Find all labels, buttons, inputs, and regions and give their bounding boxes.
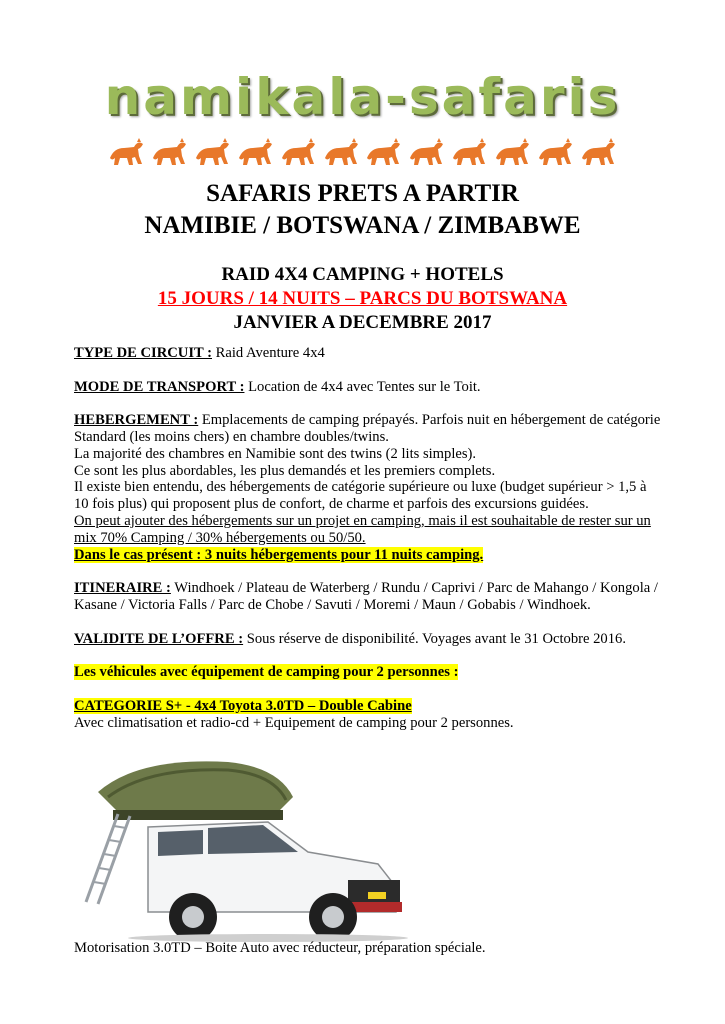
vehicules-line: [74, 664, 664, 681]
cheetah-icon: [580, 136, 618, 170]
transport-label: MODE DE TRANSPORT :: [74, 378, 245, 395]
circuit-line: [74, 345, 664, 362]
cheetah-icon: [194, 136, 232, 170]
cheetah-icon: [451, 136, 489, 170]
cheetah-icon: [280, 136, 318, 170]
cheetah-icon: [494, 136, 532, 170]
cheetah-icon: [323, 136, 361, 170]
hebergement-text-2: La majorité des chambres en Namibie sont des twins (2 lits simples).: [74, 445, 477, 462]
circuit-label: TYPE DE CIRCUIT :: [74, 345, 212, 361]
hebergement-text-3: Ce sont les plus abordables, les plus demandés et les premiers complets.: [74, 462, 496, 479]
hebergement-text-4: Il existe bien entendu, des hébergements de catégorie supérieure ou luxe (budget supérieur > 1,5 à 10 fois plus) qui proposent plus de confort, de charme et parfois des excursions guidées.: [74, 479, 647, 513]
validite-value: Sous réserve de disponibilité. Voyages avant le 31 Octobre 2016.: [243, 630, 626, 647]
subtitle-period: JANVIER A DECEMBRE 2017: [233, 312, 492, 333]
title-line-1: SAFARIS PRETS A PARTIR: [206, 180, 519, 207]
company-logo: namikala-safaris: [104, 68, 621, 126]
title-line-2: NAMIBIE / BOTSWANA / ZIMBABWE: [144, 212, 581, 239]
hebergement-label: HEBERGEMENT :: [74, 412, 199, 429]
cheetah-icon: [108, 136, 146, 170]
hebergement-text-5: On peut ajouter des hébergements sur un projet en camping, mais il est souhaitable de rester sur un mix 70% Camping / 30% hébergements ou 50/50.: [74, 512, 651, 546]
subtitle-duration: 15 JOURS / 14 NUITS – PARCS DU BOTSWANA: [157, 288, 568, 309]
animal-row: [108, 136, 618, 170]
subtitle-raid: RAID 4X4 CAMPING + HOTELS: [221, 264, 504, 285]
itineraire-value: Windhoek / Plateau de Waterberg / Rundu / Caprivi / Parc de Mahango / Kongola / Kasane / Victoria Falls / Parc de Chobe / Savuti / Moremi / Maun / Gobabis / Windhoek.: [74, 580, 658, 613]
circuit-value: Raid Aventure 4x4: [212, 345, 325, 361]
cheetah-icon: [537, 136, 575, 170]
vehicle-photo: [78, 752, 408, 942]
hebergement-block: [74, 412, 664, 563]
cheetah-icon: [365, 136, 403, 170]
validite-line: [74, 631, 664, 648]
motorisation-line: Motorisation 3.0TD – Boite Auto avec réducteur, préparation spéciale.: [74, 940, 486, 956]
categorie-desc: Avec climatisation et radio-cd + Equipement de camping pour 2 personnes.: [74, 714, 514, 731]
hebergement-highlight: Dans le cas présent : 3 nuits hébergements pour 11 nuits camping.: [74, 546, 484, 563]
hebergement-text-1: Emplacements de camping prépayés. Parfois nuit en hébergement de catégorie Standard (les moins chers) en chambre doubles/twins.: [74, 412, 661, 445]
cheetah-icon: [408, 136, 446, 170]
cheetah-icon: [151, 136, 189, 170]
document-body: [74, 345, 664, 748]
transport-value: Location de 4x4 avec Tentes sur le Toit.: [244, 378, 481, 395]
itineraire-label: ITINERAIRE :: [74, 580, 171, 597]
itineraire-line: [74, 580, 664, 614]
cheetah-icon: [237, 136, 275, 170]
vehicules-intro: Les véhicules avec équipement de camping pour 2 personnes :: [74, 664, 459, 681]
validite-label: VALIDITE DE L’OFFRE :: [74, 630, 244, 647]
transport-line: [74, 379, 664, 396]
categorie-block: [74, 698, 664, 732]
categorie-label: CATEGORIE S+ - 4x4 Toyota 3.0TD – Double Cabine: [74, 697, 412, 714]
